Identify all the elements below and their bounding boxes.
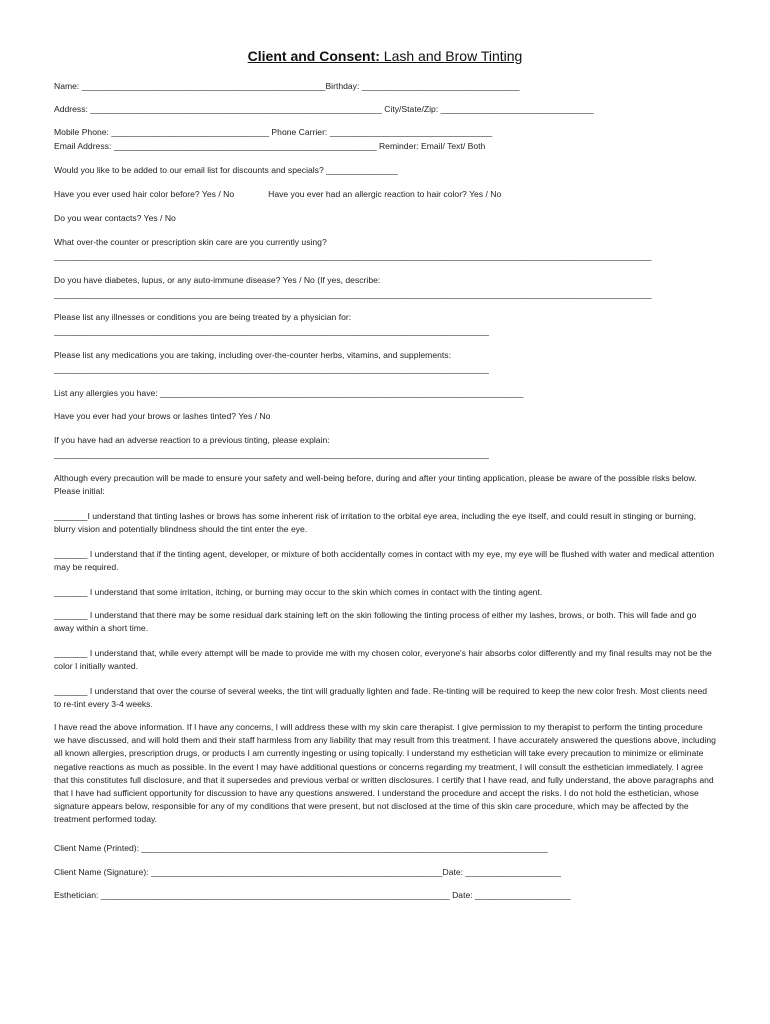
client-signature-date-field[interactable]: Client Name (Signature): _____________________________________________________________Date: ____________________ <box>54 867 562 877</box>
initial-item-fading[interactable]: _______ I understand that over the course of several weeks, the tint will gradually lighten and fade. Re-tinting will be required to keep the new color fresh. Most clients need to re-tint every 3-4 weeks. <box>54 686 708 710</box>
email-address-field[interactable]: Email Address: _______________________________________________________ Reminder: Email/ Text/ Both <box>54 141 486 151</box>
medications-question: Please list any medications you are taking, including over-the-counter herbs, vitamins, and supplements: <box>54 350 451 360</box>
allergic-reaction-question[interactable]: Have you ever had an allergic reaction to hair color? Yes / No <box>268 189 502 199</box>
initial-item-eye-contact[interactable]: _______ I understand that if the tinting agent, developer, or mixture of both accidentally comes in contact with my eye, my eye will be flushed with water and medical attention may be required. <box>54 549 715 573</box>
adverse-reaction-answer-line[interactable]: ___________________________________________________________________________________________ <box>54 449 489 459</box>
initial-item-staining[interactable]: _______ I understand that there may be some residual dark staining left on the skin following the tinting process of either my lashes, brows, or both. This will fade and go away within a short time. <box>54 610 697 634</box>
medications-answer-line[interactable]: ___________________________________________________________________________________________ <box>54 364 489 374</box>
address-field[interactable]: Address: _____________________________________________________________ City/State/Zip: ________________________________ <box>54 104 594 114</box>
client-name-printed-field[interactable]: Client Name (Printed): _____________________________________________________________________________________ <box>54 843 548 853</box>
skin-care-question: What over-the counter or prescription skin care are you currently using? <box>54 237 327 247</box>
form-title <box>0 48 770 64</box>
risks-intro-paragraph: Although every precaution will be made to ensure your safety and well-being before, during and after your tinting application, please be aware of the possible risks below. Please initial: <box>54 473 697 497</box>
illnesses-question: Please list any illnesses or conditions you are being treated by a physician for: <box>54 312 352 322</box>
email-list-question[interactable]: Would you like to be added to our email list for discounts and specials? _______________ <box>54 165 398 175</box>
consent-paragraph: I have read the above information. If I have any concerns, I will address these with my skin care therapist. I give permission to my therapist to perform the tinting procedure we have discussed, and will hold them and their staff harmless from any liability that may result from this treatment. I have accurately answered the questions above, including all known allergies, prescription drugs, or products I am currently ingesting or using topically. I understand my esthetician will take every precaution to minimize or eliminate negative reactions as much as possible. In the event I may have additional questions or concerns regarding my treatment, I will consult the esthetician immediately. I agree that this constitutes full disclosure, and that it supersedes and previous verbal or written disclosures. I certify that I have read, and fully understand, the above paragraphs and that I have had sufficient opportunity for discussion to have any questions answered. I understand the procedure and accept the risks. I do not hold the esthetician, whose signature appears below, responsible for any of my conditions that were present, but not disclosed at the time of this skin care procedure, which may be affected by the treatment performed today. <box>54 722 716 825</box>
hair-color-question[interactable]: Have you ever used hair color before? Yes / No <box>54 189 235 199</box>
form-title-bold: Client and Consent: <box>247 48 380 64</box>
illnesses-answer-line[interactable]: ___________________________________________________________________________________________ <box>54 326 489 336</box>
mobile-phone-field[interactable]: Mobile Phone: _________________________________ Phone Carrier: __________________________________ <box>54 127 493 137</box>
initial-item-color-results[interactable]: _______ I understand that, while every attempt will be made to provide me with my chosen color, everyone's hair absorbs color differently and my final results may not be the color I initially wanted. <box>54 648 712 672</box>
adverse-reaction-question: If you have had an adverse reaction to a previous tinting, please explain: <box>54 435 330 445</box>
esthetician-signature-date-field[interactable]: Esthetician: _________________________________________________________________________ Date: ____________________ <box>54 890 571 900</box>
initial-item-irritation[interactable]: _______I understand that tinting lashes or brows has some inherent risk of irritation to the orbital eye area, including the eye itself, and could result in stinging or burning, blurry vision and potentially blindness should the tint enter the eye. <box>54 511 697 535</box>
diabetes-answer-line[interactable]: _____________________________________________________________________________________________________________________________ <box>54 289 652 299</box>
form-title-rest: Lash and Brow Tinting <box>379 48 523 64</box>
diabetes-question: Do you have diabetes, lupus, or any auto-immune disease? Yes / No (If yes, describe: <box>54 275 381 285</box>
skin-care-answer-line[interactable]: _____________________________________________________________________________________________________________________________ <box>54 251 652 261</box>
tinted-question[interactable]: Have you ever had your brows or lashes tinted? Yes / No <box>54 411 271 421</box>
allergies-field[interactable]: List any allergies you have: ____________________________________________________________________________ <box>54 388 524 398</box>
hair-color-row <box>54 188 716 200</box>
contacts-question[interactable]: Do you wear contacts? Yes / No <box>54 213 176 223</box>
initial-item-skin-irritation[interactable]: _______ I understand that some irritation, itching, or burning may occur to the skin which comes in contact with the tinting agent. <box>54 587 543 597</box>
name-birthday-field[interactable]: Name: ___________________________________________________Birthday: _________________________________ <box>54 81 520 91</box>
